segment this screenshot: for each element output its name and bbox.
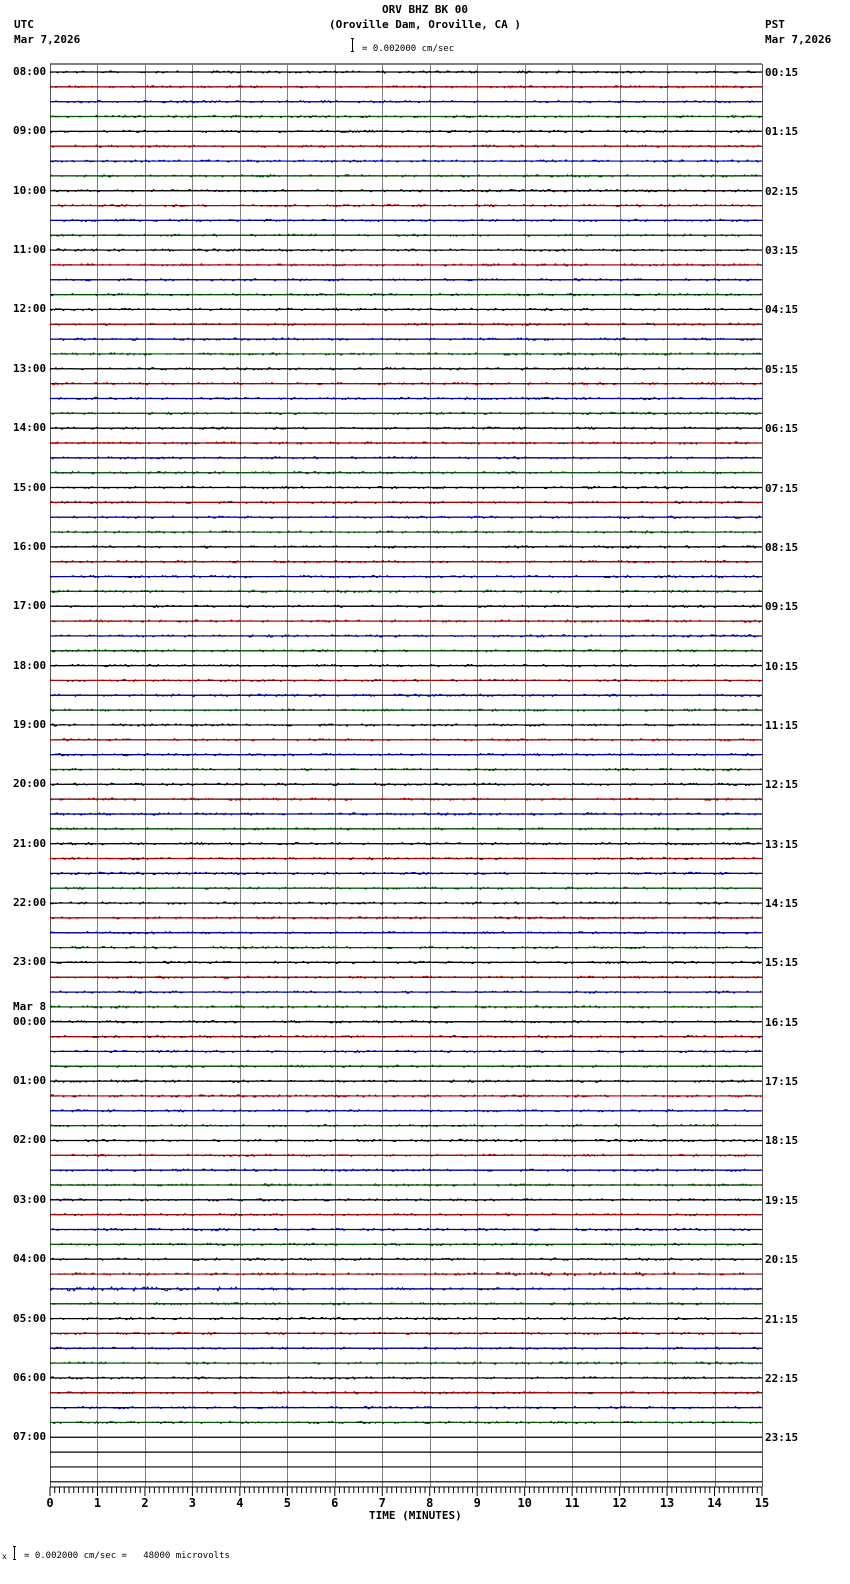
pst-time-label: 01:15	[765, 125, 799, 139]
x-tick-label: 7	[378, 1496, 386, 1510]
utc-time-label: 21:00	[13, 836, 47, 850]
x-tick-label: 1	[93, 1496, 102, 1510]
pst-time-label: 20:15	[765, 1253, 799, 1267]
x-tick-label: 9	[473, 1496, 481, 1510]
x-tick-label: 14	[707, 1496, 722, 1510]
x-tick-label: 4	[236, 1496, 244, 1510]
pst-time-label: 14:15	[765, 897, 799, 911]
utc-time-label: 09:00	[13, 124, 47, 138]
pst-time-label: 04:15	[765, 303, 799, 317]
pst-time-label: 05:15	[765, 362, 799, 376]
x-tick-label: 13	[659, 1496, 675, 1510]
x-tick-label: 11	[564, 1496, 580, 1510]
utc-time-label: 15:00	[13, 480, 47, 494]
x-tick-label: 0	[46, 1496, 54, 1510]
footer-prefix: x	[2, 1552, 7, 1561]
utc-time-label: 02:00	[13, 1133, 47, 1147]
pst-time-label: 11:15	[765, 718, 799, 732]
pst-time-label: 17:15	[765, 1075, 799, 1089]
utc-time-label: 20:00	[13, 777, 47, 791]
utc-time-label: 13:00	[13, 361, 47, 375]
utc-time-label: 10:00	[13, 183, 47, 197]
pst-time-label: 21:15	[765, 1312, 799, 1326]
pst-time-label: 13:15	[765, 837, 799, 851]
footer-scale-label: = 0.002000 cm/sec = 48000 microvolts	[24, 1551, 230, 1561]
pst-time-label: 19:15	[765, 1193, 799, 1207]
utc-time-label: 05:00	[13, 1311, 47, 1325]
utc-time-label: 22:00	[13, 896, 47, 910]
date-change-label: Mar 8	[13, 999, 47, 1013]
pst-time-label: 02:15	[765, 184, 799, 198]
pst-time-label: 07:15	[765, 481, 799, 495]
x-axis-label: TIME (MINUTES)	[369, 1509, 462, 1522]
seismic-traces	[50, 71, 762, 1482]
left-date: Mar 7,2026	[14, 33, 81, 46]
utc-time-label: 17:00	[13, 599, 47, 613]
utc-time-label: 11:00	[13, 243, 47, 257]
station-title: ORV BHZ BK 00	[381, 3, 469, 16]
right-timezone: PST	[765, 18, 785, 31]
x-tick-label: 8	[426, 1496, 434, 1510]
pst-time-label: 06:15	[765, 422, 799, 436]
utc-time-label: 08:00	[13, 65, 47, 78]
pst-time-label: 09:15	[765, 600, 799, 614]
utc-time-label: 04:00	[13, 1252, 47, 1266]
pst-time-label: 22:15	[765, 1371, 799, 1385]
utc-time-label: 23:00	[13, 955, 47, 969]
x-tick-label: 5	[283, 1496, 291, 1510]
x-tick-label: 10	[517, 1496, 532, 1510]
utc-time-label: 18:00	[13, 658, 47, 672]
time-axis	[46, 1487, 769, 1510]
utc-time-label: 12:00	[13, 302, 47, 316]
utc-time-label: 00:00	[13, 1014, 47, 1028]
x-tick-label: 2	[141, 1496, 149, 1510]
x-tick-label: 6	[331, 1496, 339, 1510]
pst-time-label: 00:15	[765, 66, 799, 79]
pst-time-label: 10:15	[765, 659, 799, 673]
utc-time-label: 19:00	[13, 717, 47, 731]
pst-time-label: 12:15	[765, 778, 799, 792]
x-tick-label: 3	[188, 1496, 197, 1510]
left-timezone: UTC	[14, 18, 34, 31]
pst-time-label: 15:15	[765, 956, 799, 970]
pst-time-label: 18:15	[765, 1134, 799, 1148]
pst-time-label: 03:15	[765, 244, 799, 258]
utc-time-label: 03:00	[13, 1192, 47, 1206]
utc-time-label: 14:00	[13, 421, 47, 435]
utc-time-label: 07:00	[13, 1430, 47, 1444]
x-tick-label: 12	[612, 1496, 627, 1510]
pst-time-label: 23:15	[765, 1431, 799, 1445]
station-location: (Oroville Dam, Oroville, CA )	[328, 18, 522, 31]
scale-label: = 0.002000 cm/sec	[362, 44, 455, 54]
utc-time-label: 01:00	[13, 1074, 47, 1088]
pst-time-label: 16:15	[765, 1015, 799, 1029]
pst-time-label: 08:15	[765, 540, 799, 554]
footer-scale-bar-icon	[13, 1546, 16, 1560]
utc-time-label: 16:00	[13, 539, 47, 553]
right-date: Mar 7,2026	[765, 33, 832, 46]
x-tick-label: 15	[754, 1496, 770, 1510]
utc-time-label: 06:00	[13, 1370, 47, 1384]
